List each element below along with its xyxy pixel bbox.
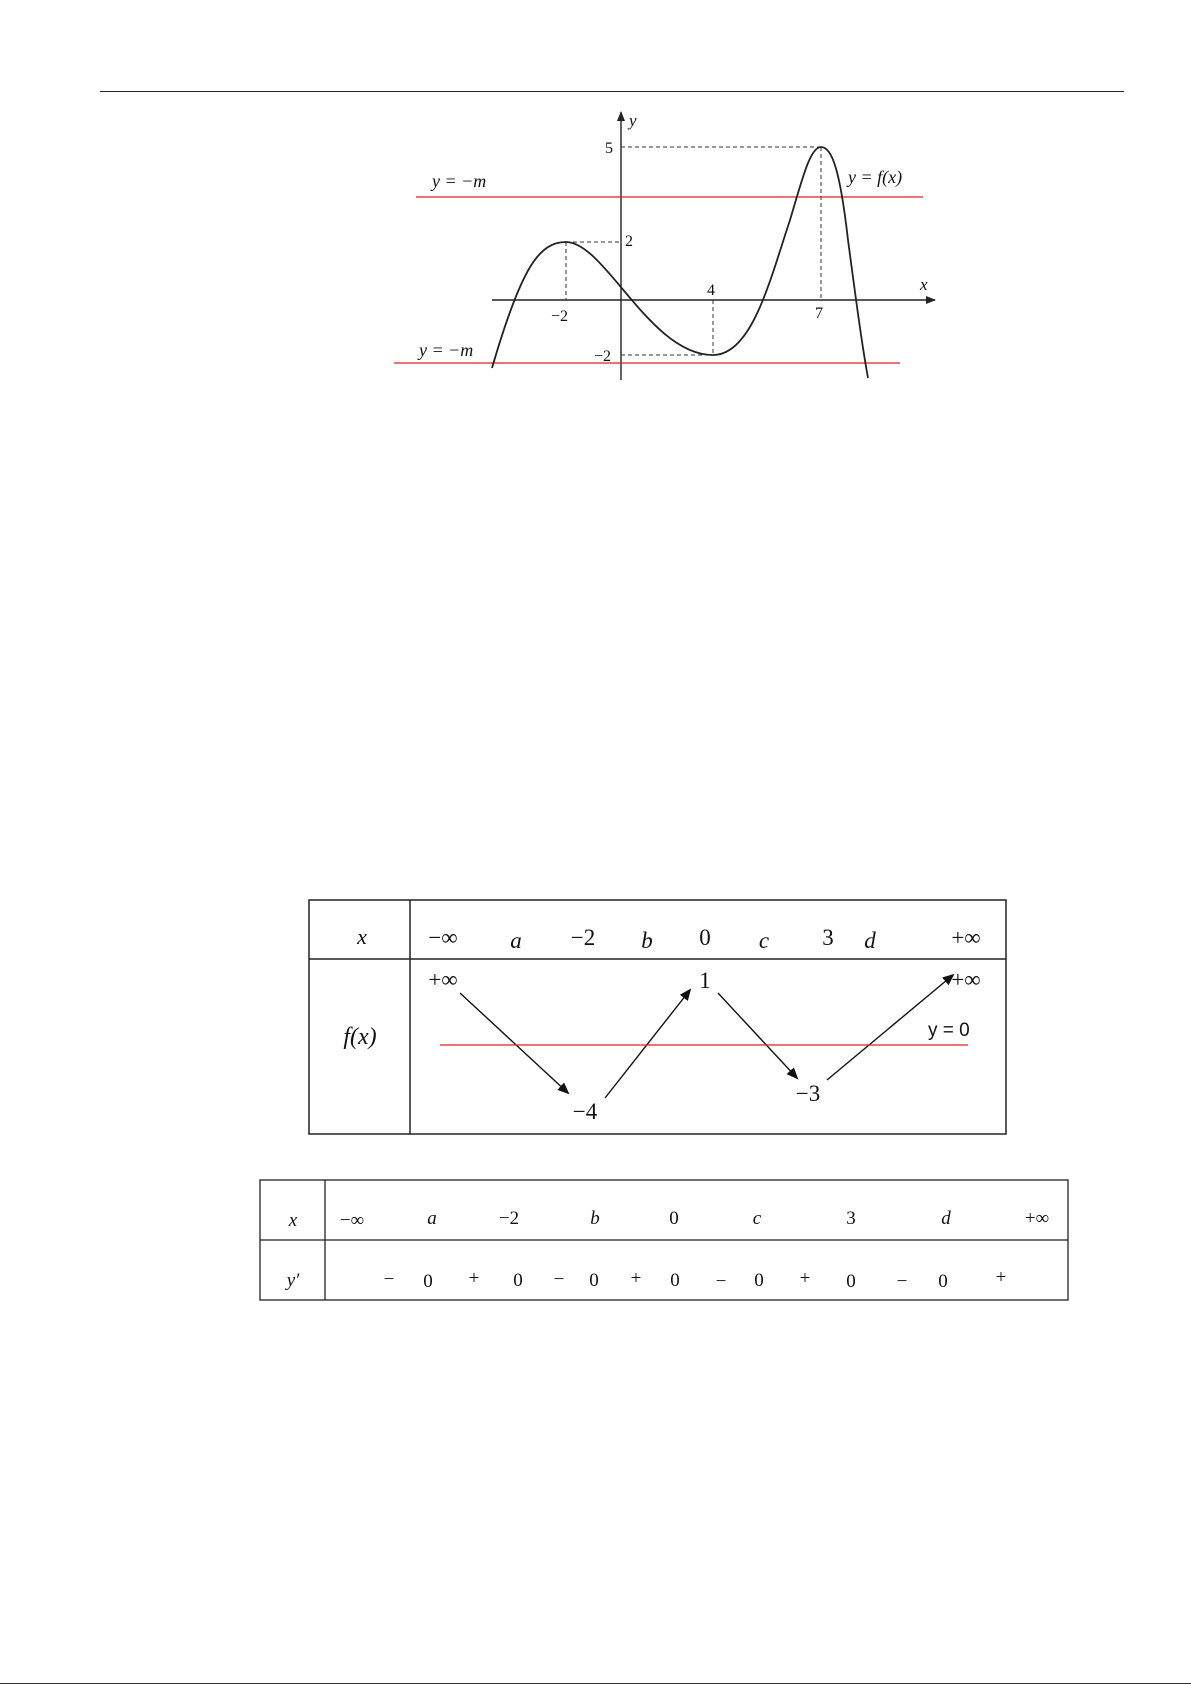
variation-x-value: +∞ xyxy=(951,925,981,950)
sign-value: + xyxy=(995,1267,1007,1288)
sign-values xyxy=(384,1267,1007,1292)
sign-value: + xyxy=(799,1268,811,1289)
sign-x-value: a xyxy=(427,1208,437,1229)
sign-x-value: 3 xyxy=(846,1208,856,1229)
variation-red-line-label: y = 0 xyxy=(928,1020,970,1041)
sign-value: + xyxy=(468,1268,480,1289)
sign-value: − xyxy=(383,1269,395,1290)
sign-value: 0 xyxy=(846,1271,856,1292)
sign-value: − xyxy=(715,1271,727,1292)
variation-x-value: 3 xyxy=(822,925,834,950)
variation-arrows xyxy=(460,975,953,1098)
variation-x-value: b xyxy=(641,928,653,953)
x-tick-7: 7 xyxy=(815,305,823,322)
variation-x-value: 0 xyxy=(699,925,711,950)
sign-value: 0 xyxy=(423,1271,433,1292)
sign-value: 0 xyxy=(754,1270,764,1291)
sign-value: 0 xyxy=(670,1270,680,1291)
variation-f-value: +∞ xyxy=(951,967,981,992)
variation-header-x: x xyxy=(357,924,367,949)
y-tick-2: 2 xyxy=(625,233,633,250)
sign-value: + xyxy=(630,1268,642,1289)
sign-value: 0 xyxy=(589,1270,599,1291)
arrow-increase-1 xyxy=(605,990,690,1098)
variation-x-value: −2 xyxy=(570,925,596,950)
sign-table xyxy=(0,1170,1191,1310)
variation-x-value: −∞ xyxy=(428,925,458,950)
arrow-decrease-1 xyxy=(460,993,568,1093)
variation-x-value: d xyxy=(864,928,876,953)
y-axis-label: y xyxy=(629,111,637,130)
function-graph xyxy=(0,0,1191,420)
x-tick-4: 4 xyxy=(707,282,715,299)
function-curve xyxy=(492,147,868,378)
sign-value: 0 xyxy=(513,1270,523,1291)
variation-x-value: c xyxy=(758,928,770,953)
variation-f-value: −3 xyxy=(795,1081,821,1106)
sign-x-value: 0 xyxy=(669,1208,679,1229)
sign-value: 0 xyxy=(938,1271,948,1292)
y-tick-neg2: −2 xyxy=(594,348,612,365)
variation-x-values xyxy=(428,925,980,953)
variation-f-value: +∞ xyxy=(428,967,458,992)
variation-f-value: −4 xyxy=(572,1099,598,1124)
sign-header-x: x xyxy=(288,1210,298,1231)
dashed-guides xyxy=(566,147,821,355)
red-line-bottom-label: y = −m xyxy=(419,340,474,360)
sign-x-value: −2 xyxy=(498,1208,520,1229)
variation-table xyxy=(0,880,1191,1140)
variation-row-label: f(x) xyxy=(343,1024,377,1050)
sign-row-label: y′ xyxy=(286,1270,300,1291)
sign-x-value: −∞ xyxy=(339,1210,365,1231)
sign-x-value: b xyxy=(590,1208,600,1229)
curve-label: y = f(x) xyxy=(848,167,903,187)
variation-table-border xyxy=(309,900,1006,1134)
red-line-top-label: y = −m xyxy=(432,171,487,191)
variation-f-value: 1 xyxy=(699,968,711,993)
y-tick-5: 5 xyxy=(605,140,613,157)
x-axis-label: x xyxy=(920,275,928,294)
sign-value: − xyxy=(896,1271,908,1292)
footer-rule xyxy=(0,1683,1191,1684)
sign-x-value: c xyxy=(752,1208,762,1229)
sign-value: − xyxy=(553,1269,565,1290)
sign-x-value: d xyxy=(941,1208,951,1229)
x-tick-neg2: −2 xyxy=(551,308,569,325)
sign-x-value: +∞ xyxy=(1024,1208,1050,1229)
sign-x-values xyxy=(340,1208,1049,1231)
variation-x-value: a xyxy=(510,928,522,953)
arrow-decrease-2 xyxy=(718,993,797,1078)
